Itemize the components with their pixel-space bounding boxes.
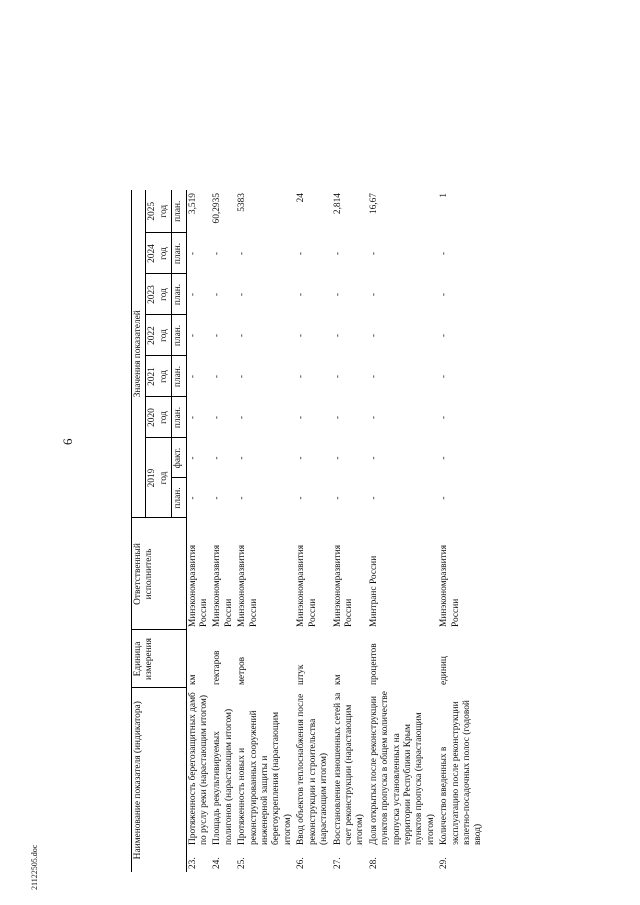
value-cell: -	[296, 374, 307, 379]
row-number: 24.	[212, 857, 223, 869]
executor-cell: Минэкономразвития России	[212, 544, 234, 627]
value-cell: -	[187, 374, 198, 379]
value-cell: -	[439, 292, 450, 297]
unit-cell: процентов	[368, 643, 379, 685]
table-row	[295, 190, 331, 872]
indicator-name: Протяженность новых и реконструированных сооружений инженерной защиты и берегоукрепления (нарастающим итогом)	[237, 710, 293, 845]
value-cell: -	[212, 292, 223, 297]
table-row	[332, 190, 368, 872]
value-cell: -	[237, 251, 248, 256]
value-cell: 16,67	[368, 193, 379, 215]
value-cell: -	[332, 333, 343, 338]
value-cell: -	[187, 251, 198, 256]
unit-cell: км	[332, 674, 343, 685]
value-cell: -	[296, 415, 307, 420]
row-number: 28.	[368, 857, 379, 869]
col-plan-2022: план.	[172, 315, 186, 356]
value-cell: -	[296, 251, 307, 256]
value-cell: -	[368, 496, 379, 500]
col-plan-2025: план.	[172, 190, 186, 233]
page-number: 6	[60, 438, 75, 445]
value-cell: -	[187, 496, 198, 500]
value-cell: -	[439, 251, 450, 256]
value-cell: -	[237, 415, 248, 420]
value-cell: -	[212, 496, 223, 500]
value-cell: -	[332, 456, 343, 460]
value-cell: -	[296, 333, 307, 338]
value-cell: -	[332, 415, 343, 420]
col-plan-2021: план.	[172, 356, 186, 397]
header-name: Наименование показателя (индикатора)	[132, 688, 187, 872]
unit-cell: км	[187, 674, 198, 685]
value-cell: 1	[439, 193, 450, 198]
value-cell: -	[212, 251, 223, 256]
row-number: 29.	[439, 857, 450, 869]
table-row	[236, 190, 295, 872]
value-cell: -	[439, 374, 450, 379]
value-cell: -	[368, 415, 379, 420]
value-cell: -	[439, 496, 450, 500]
col-plan-2019: план.	[172, 478, 186, 518]
unit-cell: штук	[296, 664, 307, 685]
executor-cell: Минэкономразвития России	[237, 544, 259, 627]
value-cell: -	[439, 456, 450, 460]
value-cell: -	[237, 496, 248, 500]
value-cell: -	[296, 496, 307, 500]
value-cell: -	[212, 374, 223, 379]
value-cell: 3,519	[187, 193, 198, 215]
executor-cell: Минэкономразвития России	[439, 544, 461, 627]
value-cell: -	[237, 292, 248, 297]
value-cell: -	[237, 456, 248, 460]
executor-cell: Минтранс России	[368, 555, 379, 627]
value-cell: -	[368, 251, 379, 256]
executor-cell: Минэкономразвития России	[296, 544, 318, 627]
value-cell: 2,814	[332, 193, 343, 215]
value-cell: -	[368, 456, 379, 460]
value-cell: 24	[296, 193, 307, 203]
value-cell: -	[187, 333, 198, 338]
indicator-name: Восстановление изношенных сетей за счет реконструкции (нарастающим итогом)	[332, 692, 366, 845]
value-cell: -	[212, 333, 223, 338]
table-row	[368, 190, 438, 872]
row-number: 25.	[237, 857, 248, 869]
value-cell: -	[237, 374, 248, 379]
indicator-name: Протяженность берегозащитных дамб по руслу реки (нарастающим итогом)	[187, 692, 210, 845]
col-plan-2024: план.	[172, 233, 186, 274]
col-fakt-2019: факт.	[172, 438, 186, 478]
value-cell: 60,2935	[212, 193, 223, 224]
indicator-name: Доля открытых после реконструкции пунктов пропуска в общем количестве пропуска установленных на территории Республики Крым пунктов пропуска (нарастающим итогом)	[368, 691, 436, 845]
executor-cell: Минэкономразвития России	[332, 544, 354, 627]
indicators-table	[131, 190, 486, 872]
value-cell: -	[296, 456, 307, 460]
table-row	[186, 190, 211, 872]
unit-cell: гектаров	[212, 650, 223, 685]
value-cell: -	[212, 456, 223, 460]
indicator-name: Площадь рекультивируемых полигонов (нарастающим итогом)	[212, 708, 234, 845]
year-2022: 2022 год	[146, 315, 172, 356]
value-cell: -	[237, 333, 248, 338]
value-cell: -	[368, 292, 379, 297]
table-row	[438, 190, 486, 872]
year-2021: 2021 год	[146, 356, 172, 397]
value-cell: -	[296, 292, 307, 297]
header-executor: Ответственный исполнитель	[132, 518, 187, 630]
value-cell: -	[332, 292, 343, 297]
executor-cell: Минэкономразвития России	[187, 544, 210, 627]
unit-cell: метров	[237, 656, 248, 685]
col-plan-2023: план.	[172, 274, 186, 315]
year-2023: 2023 год	[146, 274, 172, 315]
row-number: 26.	[296, 857, 307, 869]
indicator-name: Количество введенных в эксплуатацию после реконструкции взлетно-посадочных полос (годовой ввод)	[439, 700, 484, 845]
value-cell: -	[187, 415, 198, 420]
table-row	[211, 190, 236, 872]
value-cell: 5383	[237, 193, 248, 212]
row-number: 23.	[187, 857, 198, 869]
unit-cell: единиц	[439, 656, 450, 685]
value-cell: -	[332, 374, 343, 379]
footer-filename: 21122505.doc	[30, 844, 39, 890]
value-cell: -	[187, 456, 198, 460]
value-cell: -	[439, 333, 450, 338]
value-cell: -	[332, 251, 343, 256]
indicator-name: Ввод объектов теплоснабжения после реконструкции и строительства (нарастающим итогом)	[296, 693, 330, 845]
value-cell: -	[368, 333, 379, 338]
value-cell: -	[212, 415, 223, 420]
year-2020: 2020 год	[146, 397, 172, 438]
year-2025: 2025 год	[146, 190, 172, 233]
value-cell: -	[368, 374, 379, 379]
row-number: 27.	[332, 857, 343, 869]
value-cell: -	[332, 496, 343, 500]
value-cell: -	[187, 292, 198, 297]
year-2019: 2019 год	[146, 438, 172, 518]
header-unit: Единица измерения	[132, 630, 187, 688]
col-plan-2020: план.	[172, 397, 186, 438]
header-values: Значения показателей	[132, 190, 146, 518]
year-2024: 2024 год	[146, 233, 172, 274]
value-cell: -	[439, 415, 450, 420]
